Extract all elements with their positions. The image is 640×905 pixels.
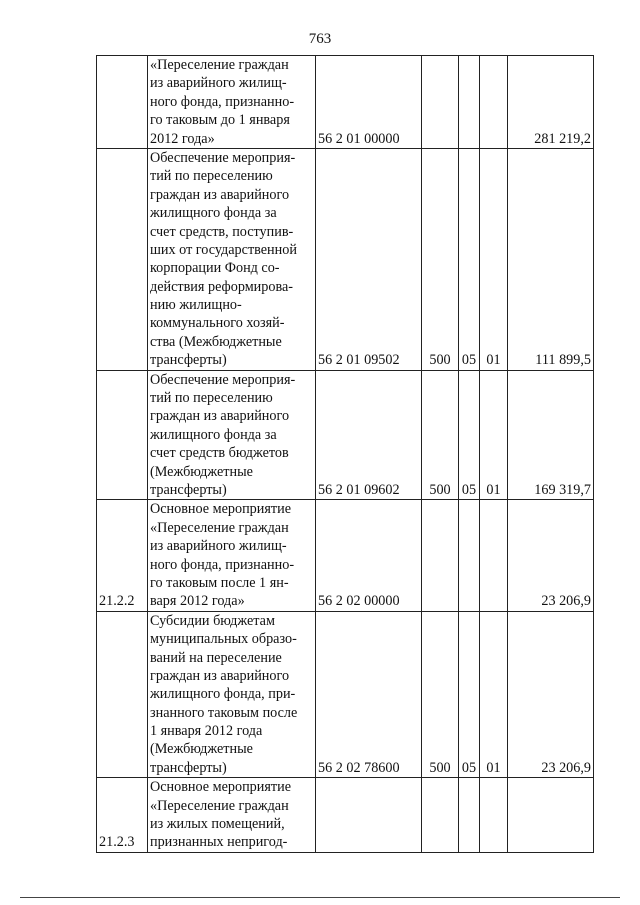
classification-code-cell: 56 2 02 78600 <box>316 611 422 778</box>
subsection-code-cell: 01 <box>480 611 508 778</box>
description-line: жилищного фонда за <box>150 426 277 443</box>
section-code-cell <box>459 56 480 149</box>
description-line: тий по переселению <box>150 390 273 407</box>
description-line: счет средств, поступив- <box>150 223 294 240</box>
amount-cell: 169 319,7 <box>508 370 594 500</box>
expense-type-cell: 500 <box>422 148 459 370</box>
table-row <box>97 500 594 611</box>
description-line: граждан из аварийного <box>150 667 290 684</box>
expense-type-cell <box>422 778 459 853</box>
section-code-cell <box>459 500 480 611</box>
table-row <box>97 778 594 853</box>
item-number-cell: 21.2.2 <box>97 500 148 611</box>
description-line: варя 2012 года» <box>150 593 245 610</box>
subsection-code-cell <box>480 778 508 853</box>
amount-cell: 111 899,5 <box>508 148 594 370</box>
item-number-cell: 21.2.3 <box>97 778 148 853</box>
description-cell <box>148 778 316 853</box>
budget-table-body <box>97 56 594 853</box>
expense-type-cell <box>422 56 459 149</box>
description-cell <box>148 148 316 370</box>
description-line: тий по переселению <box>150 168 273 185</box>
description-cell <box>148 611 316 778</box>
description-line: из жилых помещений, <box>150 816 285 833</box>
classification-code-cell: 56 2 01 09602 <box>316 370 422 500</box>
description-line: трансферты) <box>150 352 227 369</box>
description-cell <box>148 500 316 611</box>
classification-code-cell: 56 2 01 09502 <box>316 148 422 370</box>
description-line: «Переселение граждан <box>150 57 289 73</box>
subsection-code-cell: 01 <box>480 148 508 370</box>
item-number-cell <box>97 56 148 149</box>
description-line: го таковым после 1 ян- <box>150 574 289 591</box>
description-line: нию жилищно- <box>150 297 242 314</box>
description-line: признанных непригод- <box>150 834 288 851</box>
description-line: Субсидии бюджетам <box>150 612 275 629</box>
section-code-cell <box>459 778 480 853</box>
item-number-cell <box>97 611 148 778</box>
subsection-code-cell: 01 <box>480 370 508 500</box>
amount-cell: 23 206,9 <box>508 500 594 611</box>
description-line: жилищного фонда, при- <box>150 686 296 703</box>
amount-cell <box>508 778 594 853</box>
table-row <box>97 370 594 500</box>
description-line: знанного таковым после <box>150 704 298 721</box>
description-line: 2012 года» <box>150 130 215 147</box>
table-row <box>97 56 594 149</box>
expense-type-cell: 500 <box>422 370 459 500</box>
description-line: Обеспечение мероприя- <box>150 371 296 388</box>
description-line: Обеспечение мероприя- <box>150 149 296 166</box>
description-line: (Межбюджетные <box>150 741 253 758</box>
page-number: 763 <box>308 31 332 47</box>
description-line: (Межбюджетные <box>150 463 253 480</box>
description-cell <box>148 370 316 500</box>
description-line: Основное мероприятие <box>150 501 291 518</box>
description-line: граждан из аварийного <box>150 408 290 425</box>
description-line: счет средств бюджетов <box>150 445 289 462</box>
subsection-code-cell <box>480 56 508 149</box>
classification-code-cell: 56 2 02 00000 <box>316 500 422 611</box>
classification-code-cell: 56 2 01 00000 <box>316 56 422 149</box>
description-line: трансферты) <box>150 759 227 776</box>
section-code-cell: 05 <box>459 370 480 500</box>
description-line: муниципальных образо- <box>150 631 297 648</box>
description-line: из аварийного жилищ- <box>150 538 287 555</box>
description-line: из аварийного жилищ- <box>150 75 287 92</box>
description-line: ства (Межбюджетные <box>150 333 282 350</box>
table-row <box>97 148 594 370</box>
item-number-cell <box>97 370 148 500</box>
amount-cell: 281 219,2 <box>508 56 594 149</box>
description-line: ного фонда, признанно- <box>150 556 295 573</box>
description-line: корпорации Фонд со- <box>150 260 280 277</box>
description-line: го таковым до 1 января <box>150 112 290 129</box>
description-line: коммунального хозяй- <box>150 315 285 332</box>
description-line: Основное мероприятие <box>150 779 291 796</box>
description-line: 1 января 2012 года <box>150 723 263 740</box>
section-code-cell: 05 <box>459 148 480 370</box>
description-line: «Переселение граждан <box>150 797 289 814</box>
page-bottom-rule <box>20 897 620 898</box>
subsection-code-cell <box>480 500 508 611</box>
description-line: ших от государственной <box>150 241 297 258</box>
item-number-cell <box>97 148 148 370</box>
table-row <box>97 611 594 778</box>
description-line: действия реформирова- <box>150 278 293 295</box>
description-line: граждан из аварийного <box>150 186 290 203</box>
description-cell <box>148 56 316 149</box>
budget-table <box>96 55 594 853</box>
description-line: трансферты) <box>150 481 227 498</box>
description-line: жилищного фонда за <box>150 205 277 222</box>
description-line: ваний на переселение <box>150 649 282 666</box>
expense-type-cell: 500 <box>422 611 459 778</box>
expense-type-cell <box>422 500 459 611</box>
classification-code-cell <box>316 778 422 853</box>
description-line: ного фонда, признанно- <box>150 93 295 110</box>
amount-cell: 23 206,9 <box>508 611 594 778</box>
description-line: «Переселение граждан <box>150 519 289 536</box>
section-code-cell: 05 <box>459 611 480 778</box>
